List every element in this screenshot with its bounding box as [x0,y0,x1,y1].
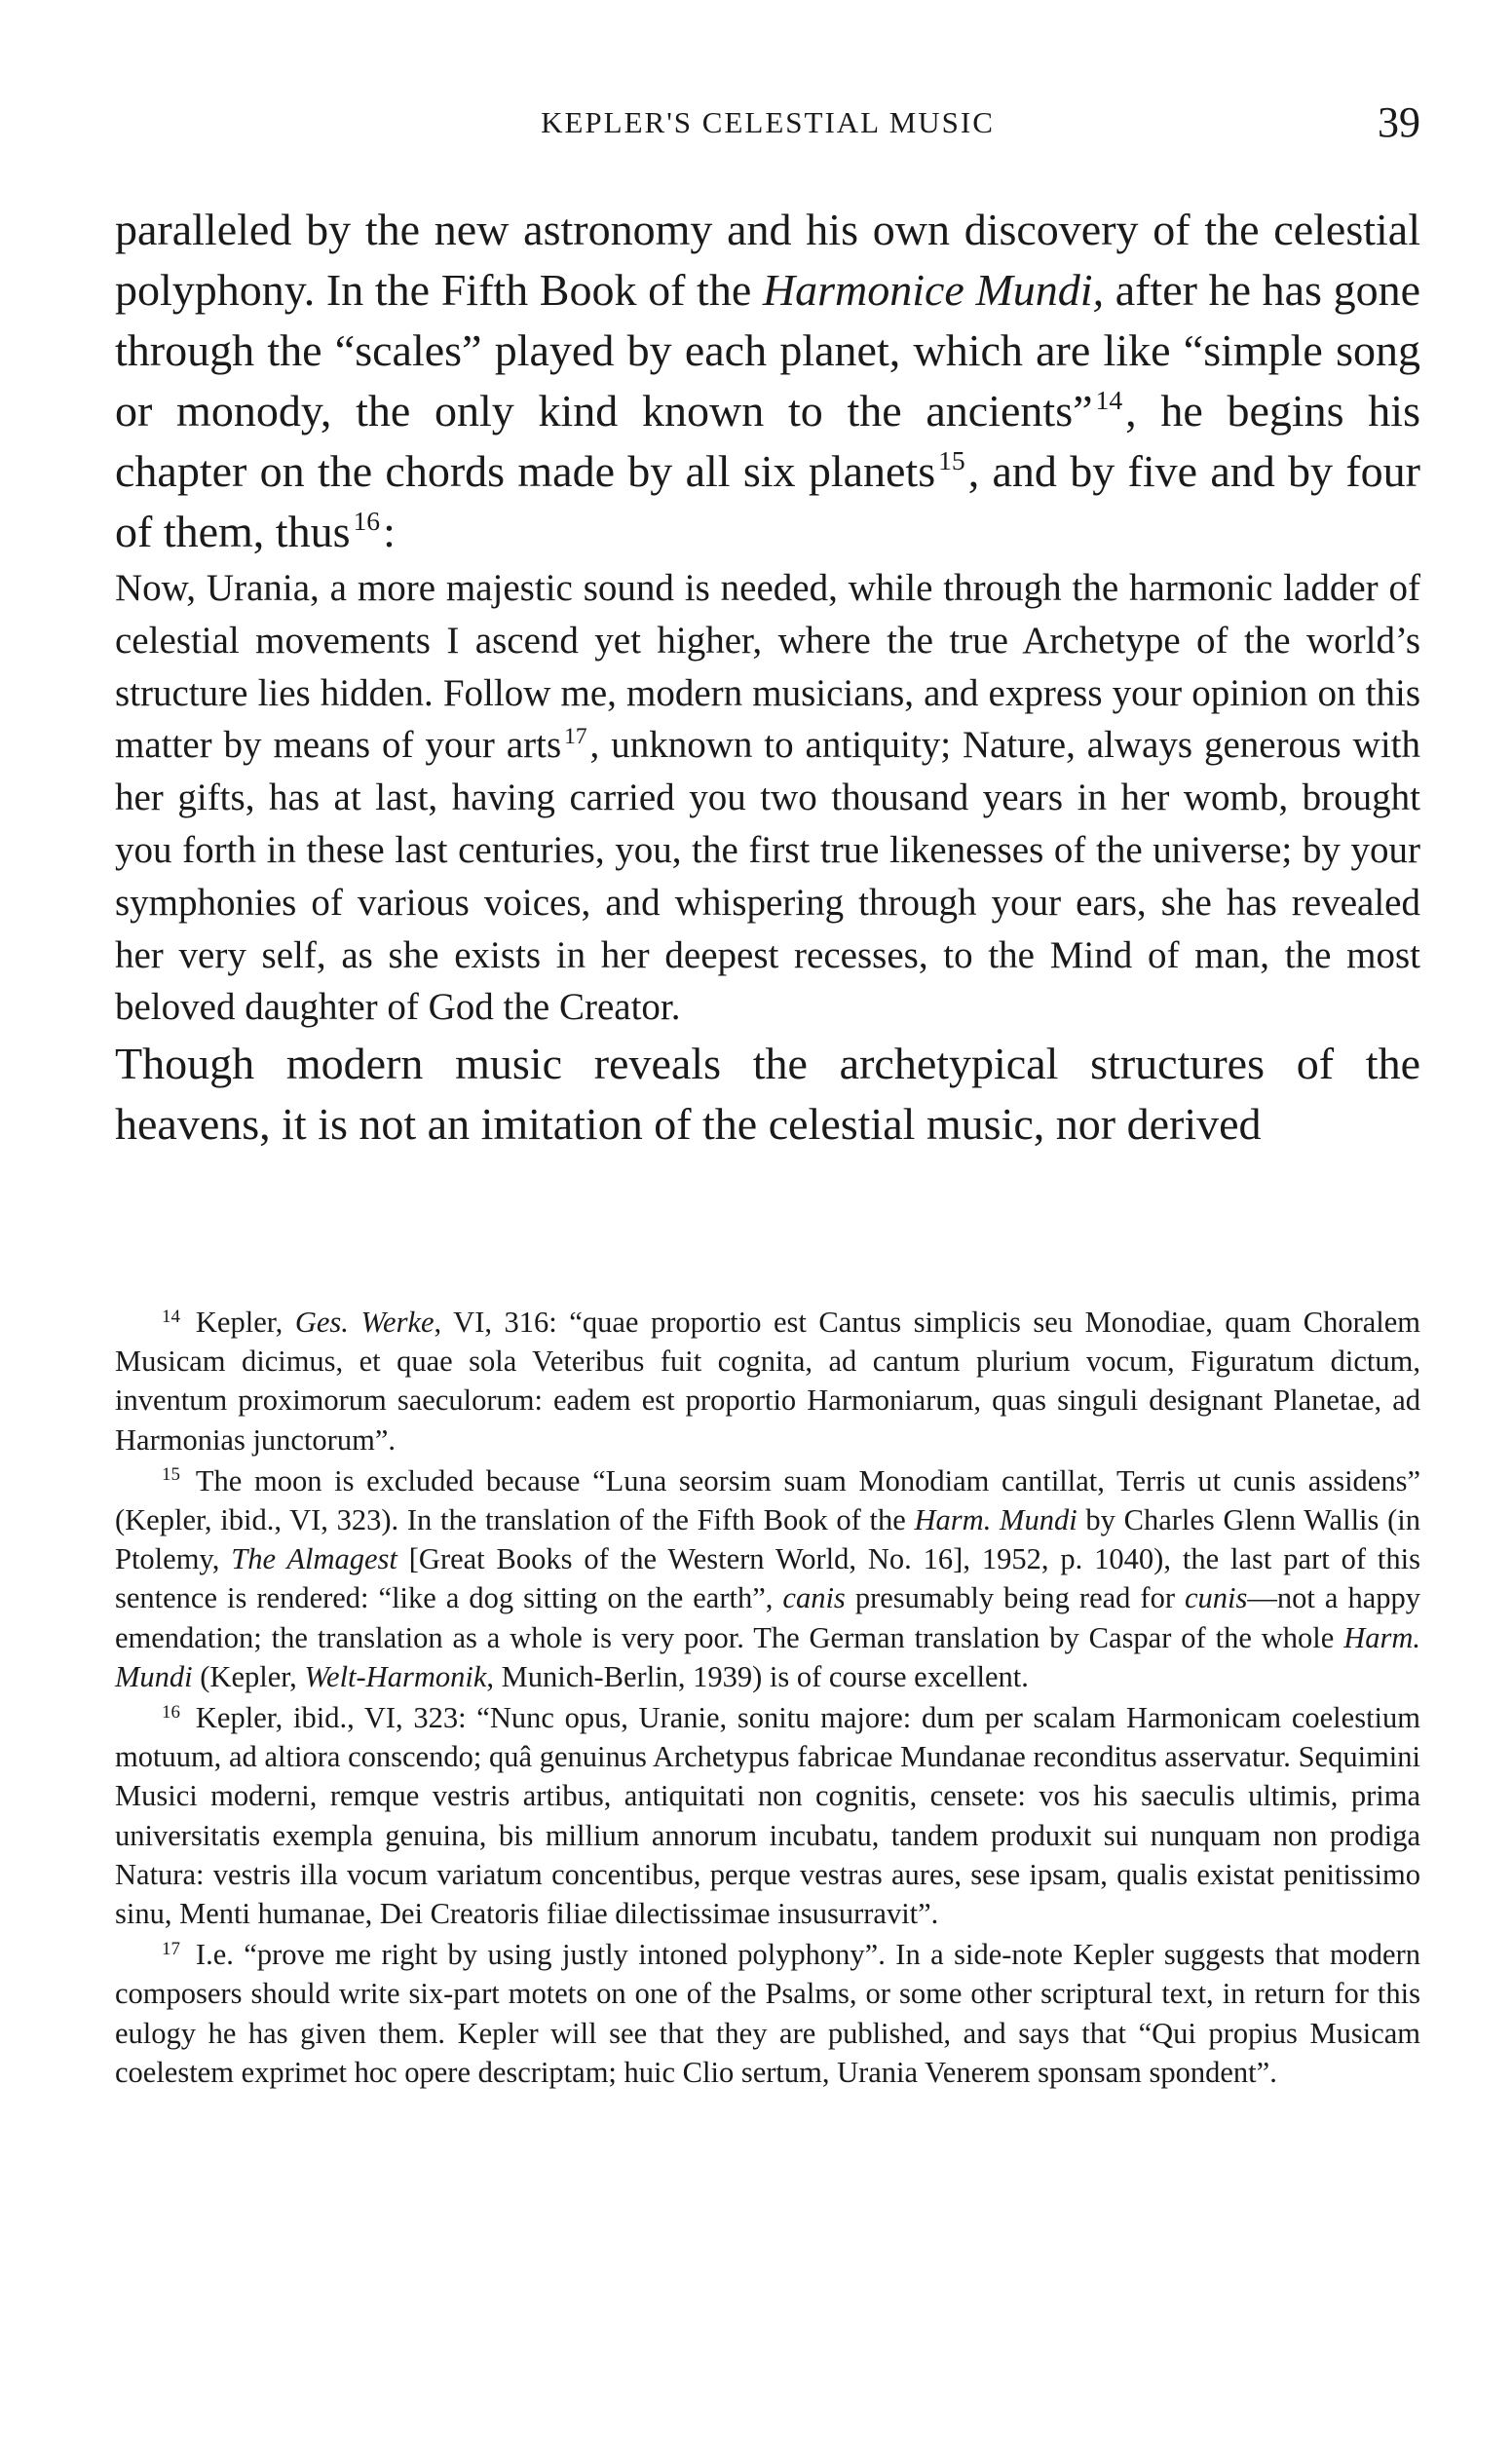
text: Kepler, ibid., VI, 323: “Nunc opus, Uranie, sonitu majore: dum per scalam Harmonicam coelestium motuum, ad altiora conscendo; quâ genuinus Archetypus fabricae Mundanae reconditus asservatur. Sequimini Musici moderni, remque vestris artibus, antiquitati non cognitis, censete: vos his saeculis ultimis, prima universitatis exempla genuina, bis millium annorum incubatu, tandem produxit sui nunquam non prodiga Natura: vestris illa vocum variatum concentibus, perque vestras aures, sese ipsam, qualis existat penitissimo sinu, Menti humanae, Dei Creatoris filiae dilectissimae insusurravit”. [115,1701,1420,1931]
paragraph-1 [115,200,1420,562]
work-title: Harm. Mundi [914,1503,1077,1537]
text: , unknown to antiquity; Nature, always generous with her gifts, has at last, having carried you two thousand years in her womb, brought you forth in these last centuries, you, the first true likenesses of the universe; by your symphonies of various voices, and whispering through your ears, she has revealed her very self, as she exists in her deepest recesses, to the Mind of man, the most beloved daughter of God the Creator. [115,724,1420,1029]
paragraph-2: Though modern music reveals the archetypical structures of the heavens, it is not an imitation of the celestial music, nor derived [115,1039,1420,1150]
text: by Charles Glenn Wallis (in Ptolemy, [115,1503,1420,1576]
book-title: Harmonice Mundi, [762,265,1105,315]
footnote-number: 17 [162,1938,180,1959]
text: , he begins his chapter on the chords made by all six planets [115,386,1420,496]
footnote-number: 16 [162,1701,180,1723]
footnote-ref-17[interactable]: 17 [564,724,587,750]
work-title: Ges. Werke [294,1306,435,1339]
text: I.e. “prove me right by using justly intoned polyphony”. In a side-note Kepler suggests that modern composers should write six-part motets on one of the Psalms, or some other scriptural text, in return for this eulogy he has given them. Kepler will see that they are published, and says that “Qui propius Musicam coelestem exprimet hoc opere descriptam; huic Clio sertum, Urania Venerem sponsam spondent”. [115,1938,1420,2089]
text: Now, Urania, a more majestic sound is needed, while through the harmonic ladder of celestial movements I ascend yet higher, where the true Archetype of the world’s structure lies hidden. Follow me, modern musicians, and express your opinion on this matter by means of your arts [115,567,1420,767]
text: presumably being read for [845,1581,1186,1615]
work-title: The Almagest [231,1542,397,1576]
main-text [115,200,1420,1155]
text: , Munich-Berlin, 1939) is of course excellent. [486,1659,1029,1693]
block-quote [115,562,1420,1034]
work-title: Welt-Harmonik [304,1659,487,1693]
footnote-17 [115,1935,1420,2092]
footnote-ref-14[interactable]: 14 [1095,385,1123,416]
footnote-ref-16[interactable]: 16 [353,506,381,537]
text: paralleled by the new astronomy and his own discovery of the celestial polyphony. In the Fifth Book of the [115,205,1420,315]
text: —not a happy emendation; the translation as a whole is very poor. The German translation by Caspar of the whole [115,1581,1420,1654]
text: The moon is excluded because “Luna seorsim suam Monodiam cantillat, Terris ut cunis assidens” (Kepler, ibid., VI, 323). In the translation of the Fifth Book of the [115,1463,1420,1537]
text: , and by five and by four of them, thus [115,446,1420,556]
footnote-15 [115,1461,1420,1696]
text: after he has gone through the “scales” played by each planet, which are like “simple song or monody, the only kind known to the ancients” [115,265,1421,436]
latin-word: canis [782,1581,846,1615]
text: (Kepler, [192,1659,305,1693]
page-header [115,97,1420,156]
footnote-number: 15 [162,1464,180,1486]
text: : [383,507,396,556]
text: , VI, 316: “quae proportio est Cantus simplicis seu Monodiae, quam Choralem Musicam dicimus, et quae sola Veteribus fuit cognita, ad cantum plurium vocum, Figuratum dictum, inventum proximorum saeculorum: eadem est proportio Harmoniarum, quas singuli designant Planetae, ad Harmonias junctorum”. [115,1306,1420,1457]
footnote-number: 14 [162,1306,180,1327]
page-number: 39 [1378,98,1420,146]
work-title: Harm. Mundi [115,1620,1420,1693]
latin-word: cunis [1185,1581,1248,1615]
text: Kepler, [195,1306,295,1339]
footnote-16 [115,1698,1420,1933]
text: [Great Books of the Western World, No. 16], 1952, p. 1040), the last part of this sentence is rendered: “like a dog sitting on the earth”, [115,1542,1420,1615]
footnote-ref-15[interactable]: 15 [938,445,965,476]
footnotes [115,1303,1420,2094]
running-head: KEPLER'S CELESTIAL MUSIC [541,105,995,139]
footnote-14 [115,1303,1420,1459]
